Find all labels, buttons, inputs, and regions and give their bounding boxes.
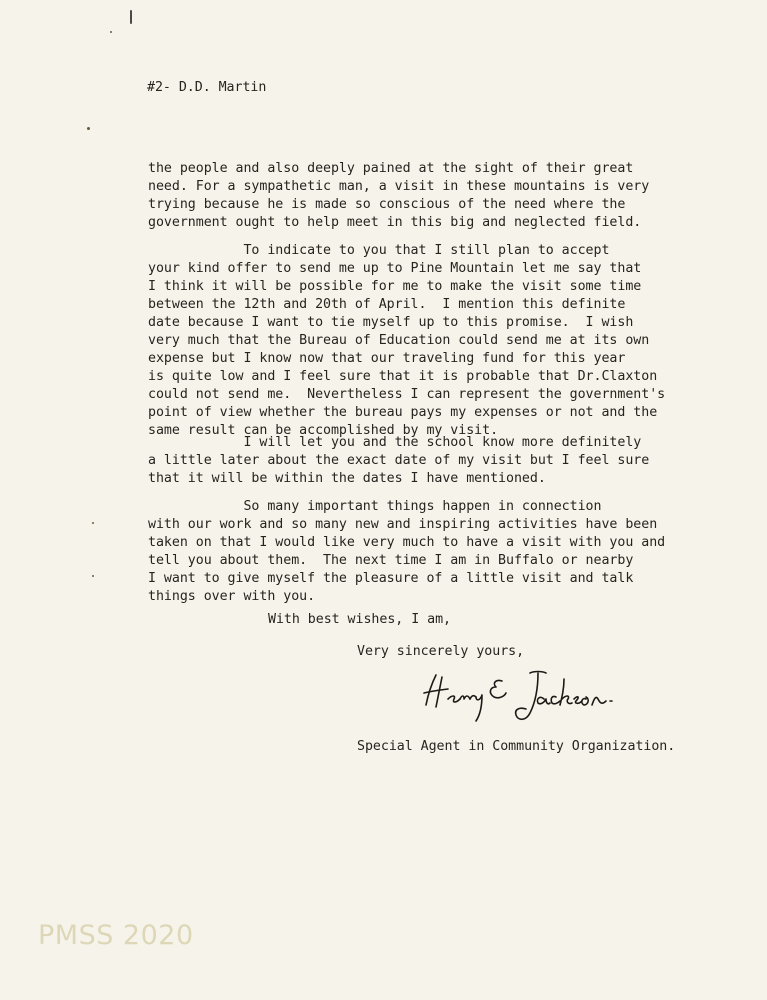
body-line: a little later about the exact date of my visit but I feel sure bbox=[148, 453, 650, 468]
body-line: tell you about them. The next time I am in Buffalo or nearby bbox=[148, 553, 634, 568]
body-line: very much that the Bureau of Education could send me at its own bbox=[148, 333, 650, 348]
paper-speck bbox=[110, 31, 112, 33]
body-line: date because I want to tie myself up to this promise. I wish bbox=[148, 315, 634, 330]
body-line: So many important things happen in connection bbox=[148, 499, 602, 514]
body-line: things over with you. bbox=[148, 589, 316, 604]
paper-speck bbox=[92, 522, 94, 524]
body-line: I want to give myself the pleasure of a little visit and talk bbox=[148, 571, 634, 586]
body-line: is quite low and I feel sure that it is probable that Dr.Claxton bbox=[148, 369, 658, 384]
body-line: your kind offer to send me up to Pine Mountain let me say that bbox=[148, 261, 642, 276]
body-line: same result can be accomplished by my visit. bbox=[148, 423, 499, 438]
body-line: the people and also deeply pained at the sight of their great bbox=[148, 161, 634, 176]
paper-speck bbox=[92, 575, 94, 577]
body-line: with our work and so many new and inspiring activities have been bbox=[148, 517, 658, 532]
body-line: that it will be within the dates I have mentioned. bbox=[148, 471, 546, 486]
archive-watermark: PMSS 2020 bbox=[38, 920, 194, 951]
closing-line: With best wishes, I am, bbox=[268, 612, 451, 627]
page-header: #2- D.D. Martin bbox=[147, 80, 267, 95]
paper-mark bbox=[130, 10, 132, 24]
body-line: I think it will be possible for me to make the visit some time bbox=[148, 279, 642, 294]
valediction: Very sincerely yours, bbox=[357, 644, 525, 659]
body-line: could not send me. Nevertheless I can represent the government's bbox=[148, 387, 666, 402]
body-line: taken on that I would like very much to have a visit with you and bbox=[148, 535, 666, 550]
paper-speck bbox=[87, 127, 90, 130]
body-line: between the 12th and 20th of April. I mention this definite bbox=[148, 297, 626, 312]
body-line: To indicate to you that I still plan to accept bbox=[148, 243, 610, 258]
handwritten-signature bbox=[418, 665, 638, 727]
body-line: need. For a sympathetic man, a visit in these mountains is very bbox=[148, 179, 650, 194]
body-line: government ought to help meet in this big and neglected field. bbox=[148, 215, 642, 230]
body-line: point of view whether the bureau pays my expenses or not and the bbox=[148, 405, 658, 420]
body-line: expense but I know now that our traveling fund for this year bbox=[148, 351, 626, 366]
signer-title: Special Agent in Community Organization. bbox=[357, 739, 676, 754]
body-line: I will let you and the school know more definitely bbox=[148, 435, 642, 450]
body-line: trying because he is made so conscious of the need where the bbox=[148, 197, 626, 212]
